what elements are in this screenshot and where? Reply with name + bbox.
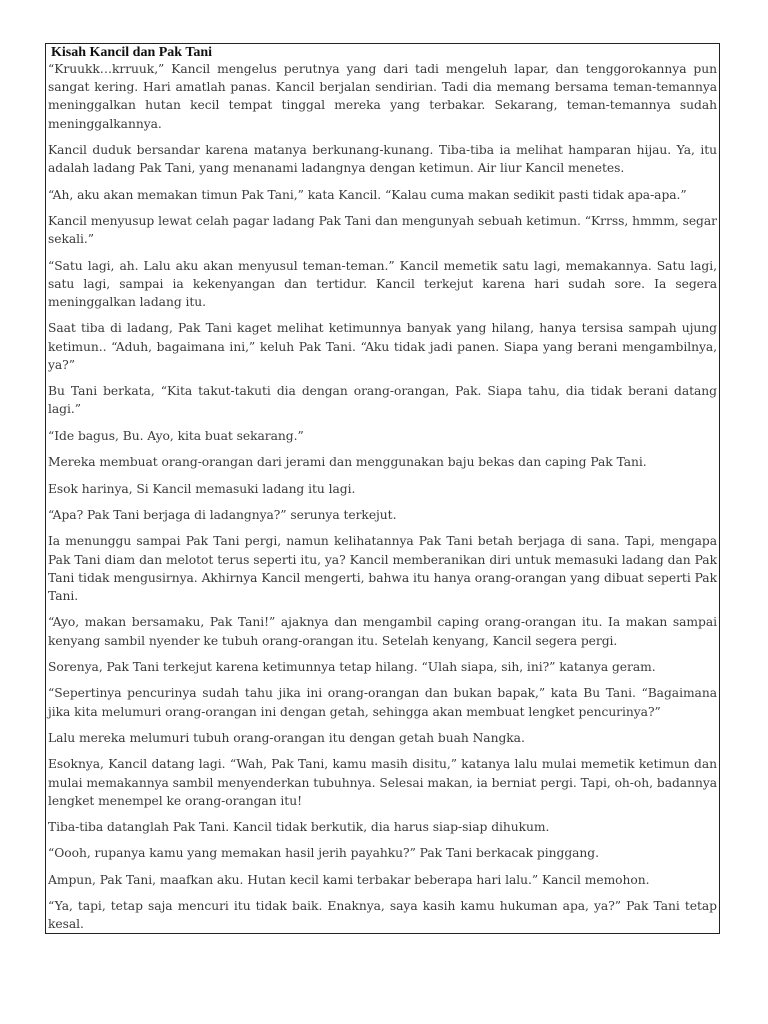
document-title: Kisah Kancil dan Pak Tani — [51, 45, 213, 60]
document-body — [48, 60, 717, 934]
paragraph: “Satu lagi, ah. Lalu aku akan menyusul teman-teman.” Kancil memetik satu lagi, memakannya. Satu lagi, satu lagi, sampai ia kekenyangan dan tertidur. Kancil terkejut karena hari sudah sore. Ia segera meninggalkan ladang itu. — [48, 258, 717, 309]
paragraph: “Kruukk…krruuk,” Kancil mengelus perutnya yang dari tadi mengeluh lapar, dan tenggorokannya pun sangat kering. Hari amatlah panas. Kancil berjalan sendirian. Tadi dia memang bersama teman-temannya meninggalkan hutan kecil tempat tinggal mereka yang terbakar. Sekarang, teman-temannya sudah meninggalkannya. — [48, 62, 717, 131]
paragraph: Mereka membuat orang-orangan dari jerami dan menggunakan baju bekas dan caping Pak Tani. — [48, 455, 647, 470]
paragraph: “Ah, aku akan memakan timun Pak Tani,” kata Kancil. “Kalau cuma makan sedikit pasti tidak apa-apa.” — [48, 187, 687, 202]
paragraph: Esok harinya, Si Kancil memasuki ladang itu lagi. — [48, 481, 356, 496]
paragraph: Tiba-tiba datanglah Pak Tani. Kancil tidak berkutik, dia harus siap-siap dihukum. — [48, 820, 550, 835]
paragraph: Ampun, Pak Tani, maafkan aku. Hutan kecil kami terbakar beberapa hari lalu.” Kancil memohon. — [48, 872, 650, 887]
document-frame — [45, 43, 720, 934]
paragraph: Esoknya, Kancil datang lagi. “Wah, Pak Tani, kamu masih disitu,” katanya lalu mulai memetik ketimun dan mulai memakannya sambil menyenderkan tubuhnya. Selesai makan, ia berniat pergi. Tapi, oh-oh, badannya lengket menempel ke orang-orangan itu! — [48, 757, 717, 808]
paragraph: “Ide bagus, Bu. Ayo, kita buat sekarang.” — [48, 428, 304, 443]
paragraph: Sorenya, Pak Tani terkejut karena ketimunnya tetap hilang. “Ulah siapa, sih, ini?” katanya geram. — [48, 659, 656, 674]
paragraph: “Ayo, makan bersamaku, Pak Tani!” ajaknya dan mengambil caping orang-orangan itu. Ia makan sampai kenyang sambil nyender ke tubuh orang-orangan itu. Setelah kenyang, Kancil segera pergi. — [48, 615, 717, 648]
paragraph: Ia menunggu sampai Pak Tani pergi, namun kelihatannya Pak Tani betah berjaga di sana. Tapi, mengapa Pak Tani diam dan melotot terus seperti itu, ya? Kancil memberanikan diri untuk memasuki ladang dan Pak Tani tidak mengusirnya. Akhirnya Kancil mengerti, bahwa itu hanya orang-orangan yang dibuat seperti Pak Tani. — [48, 534, 717, 603]
paragraph: Kancil duduk bersandar karena matanya berkunang-kunang. Tiba-tiba ia melihat hamparan hijau. Ya, itu adalah ladang Pak Tani, yang menanami ladangnya dengan ketimun. Air liur Kancil menetes. — [48, 143, 717, 176]
paragraph: Kancil menyusup lewat celah pagar ladang Pak Tani dan mengunyah sebuah ketimun. “Krrss, hmmm, segar sekali.” — [48, 213, 717, 247]
paragraph: “Apa? Pak Tani berjaga di ladangnya?” serunya terkejut. — [48, 507, 397, 522]
paragraph: “Ya, tapi, tetap saja mencuri itu tidak baik. Enaknya, saya kasih kamu hukuman apa, ya?” Pak Tani tetap kesal. — [48, 899, 717, 932]
paragraph: Lalu mereka melumuri tubuh orang-orangan itu dengan getah buah Nangka. — [48, 730, 525, 745]
paragraph: Bu Tani berkata, “Kita takut-takuti dia dengan orang-orangan, Pak. Siapa tahu, dia tidak berani datang lagi.” — [48, 384, 717, 417]
paragraph: “Oooh, rupanya kamu yang memakan hasil jerih payahku?” Pak Tani berkacak pinggang. — [48, 846, 599, 861]
paragraph: Saat tiba di ladang, Pak Tani kaget melihat ketimunnya banyak yang hilang, hanya tersisa sampah ujung ketimun.. “Aduh, bagaimana ini,” keluh Pak Tani. “Aku tidak jadi panen. Siapa yang berani mengambilnya, ya?” — [48, 321, 717, 372]
paragraph: “Sepertinya pencurinya sudah tahu jika ini orang-orangan dan bukan bapak,” kata Bu Tani. “Bagaimana jika kita melumuri orang-orangan ini dengan getah, sehingga akan membuat lengket pencurinya?” — [48, 686, 717, 719]
